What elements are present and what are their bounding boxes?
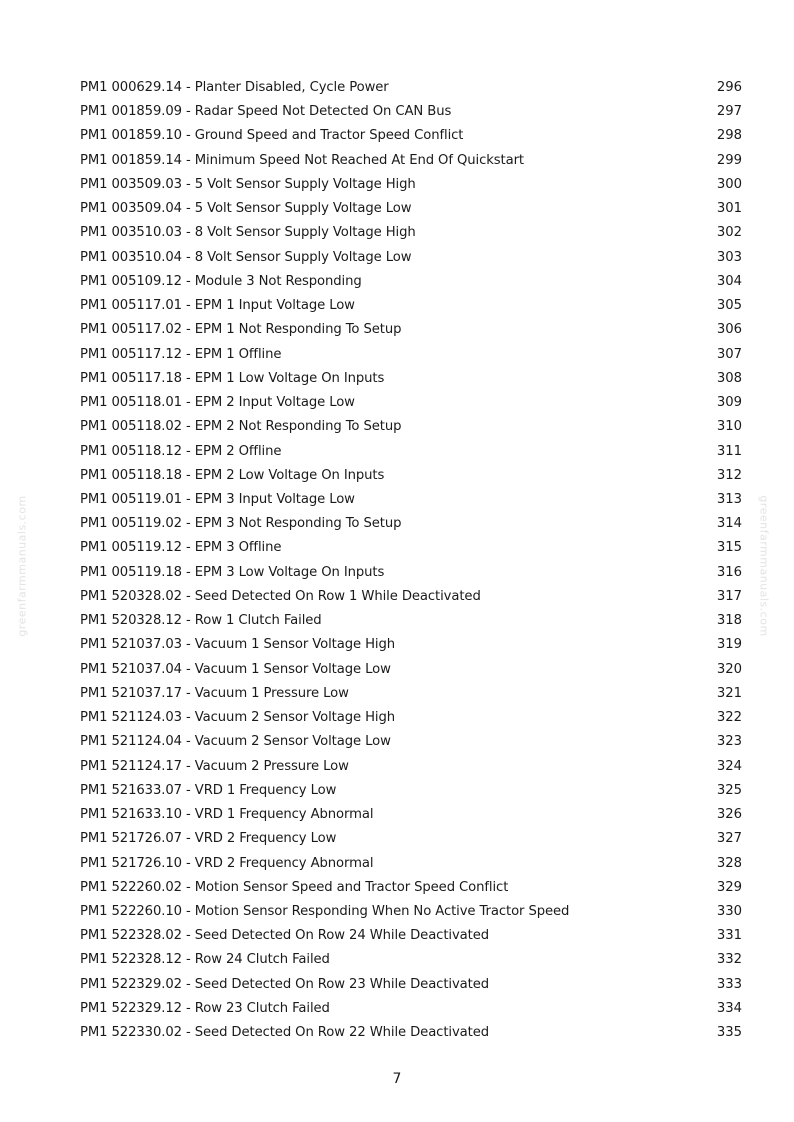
toc-entry-page: 299 (716, 152, 742, 168)
toc-entry[interactable] (80, 124, 742, 148)
toc-entry-title: PM1 521633.07 - VRD 1 Frequency Low (80, 782, 337, 798)
toc-entry-title: PM1 521633.10 - VRD 1 Frequency Abnormal (80, 807, 374, 823)
toc-entry-page: 302 (716, 225, 742, 241)
toc-entry-title: PM1 005109.12 - Module 3 Not Responding (80, 273, 362, 289)
toc-entry[interactable] (80, 852, 742, 876)
toc-entry[interactable] (80, 391, 742, 415)
toc-entry-page: 323 (716, 734, 742, 750)
toc-entry-title: PM1 522329.02 - Seed Detected On Row 23 While Deactivated (80, 976, 490, 992)
toc-entry[interactable] (80, 1021, 742, 1045)
toc-entry-title: PM1 005119.18 - EPM 3 Low Voltage On Inputs (80, 564, 385, 580)
toc-entry-title: PM1 522330.02 - Seed Detected On Row 22 While Deactivated (80, 1025, 490, 1041)
watermark-right: greenfarmmanuals.com (757, 495, 771, 637)
toc-entry[interactable] (80, 609, 742, 633)
toc-entry-page: 335 (716, 1025, 742, 1041)
watermark-left: greenfarmmanuals.com (15, 495, 29, 637)
toc-entry[interactable] (80, 343, 742, 367)
toc-entry-page: 313 (716, 491, 742, 507)
toc-entry-title: PM1 522328.12 - Row 24 Clutch Failed (80, 952, 330, 968)
toc-entry[interactable] (80, 100, 742, 124)
toc-entry[interactable] (80, 973, 742, 997)
toc-entry-page: 333 (716, 976, 742, 992)
toc-entry-page: 325 (716, 782, 742, 798)
toc-entry[interactable] (80, 561, 742, 585)
toc-entry-title: PM1 001859.14 - Minimum Speed Not Reached At End Of Quickstart (80, 152, 524, 168)
toc-entry[interactable] (80, 682, 742, 706)
toc-entry-title: PM1 521124.17 - Vacuum 2 Pressure Low (80, 758, 349, 774)
toc-entry[interactable] (80, 197, 742, 221)
toc-entry-title: PM1 521037.03 - Vacuum 1 Sensor Voltage High (80, 637, 395, 653)
toc-entry-title: PM1 521124.03 - Vacuum 2 Sensor Voltage High (80, 710, 395, 726)
toc-entry-page: 330 (716, 903, 742, 919)
table-of-contents (80, 76, 742, 1045)
toc-entry-page: 317 (716, 588, 742, 604)
toc-entry-page: 308 (716, 370, 742, 386)
toc-entry[interactable] (80, 876, 742, 900)
toc-entry[interactable] (80, 706, 742, 730)
toc-entry-page: 324 (716, 758, 742, 774)
toc-entry-title: PM1 003510.04 - 8 Volt Sensor Supply Voltage Low (80, 249, 412, 265)
toc-entry-page: 300 (716, 176, 742, 192)
toc-entry-title: PM1 001859.10 - Ground Speed and Tractor Speed Conflict (80, 128, 464, 144)
toc-entry-title: PM1 005117.02 - EPM 1 Not Responding To Setup (80, 322, 402, 338)
toc-entry-title: PM1 005119.12 - EPM 3 Offline (80, 540, 282, 556)
toc-entry[interactable] (80, 464, 742, 488)
toc-entry-page: 326 (716, 807, 742, 823)
toc-entry[interactable] (80, 585, 742, 609)
toc-entry[interactable] (80, 755, 742, 779)
toc-entry[interactable] (80, 536, 742, 560)
toc-entry-title: PM1 521726.07 - VRD 2 Frequency Low (80, 831, 337, 847)
toc-entry[interactable] (80, 149, 742, 173)
toc-entry[interactable] (80, 294, 742, 318)
toc-entry-title: PM1 001859.09 - Radar Speed Not Detected On CAN Bus (80, 104, 452, 120)
toc-entry-title: PM1 521124.04 - Vacuum 2 Sensor Voltage Low (80, 734, 391, 750)
toc-entry-title: PM1 522260.10 - Motion Sensor Responding When No Active Tractor Speed (80, 903, 570, 919)
toc-entry-page: 296 (716, 80, 742, 95)
toc-entry-title: PM1 522328.02 - Seed Detected On Row 24 While Deactivated (80, 928, 490, 944)
toc-entry[interactable] (80, 76, 742, 100)
toc-entry-title: PM1 005119.01 - EPM 3 Input Voltage Low (80, 491, 355, 507)
toc-entry[interactable] (80, 246, 742, 270)
toc-entry-title: PM1 521037.04 - Vacuum 1 Sensor Voltage Low (80, 661, 391, 677)
page-number: 7 (392, 1071, 402, 1087)
toc-entry[interactable] (80, 633, 742, 657)
toc-entry-title: PM1 005117.01 - EPM 1 Input Voltage Low (80, 298, 355, 314)
toc-entry-page: 306 (716, 322, 742, 338)
toc-entry-page: 320 (716, 661, 742, 677)
toc-entry-page: 307 (716, 346, 742, 362)
toc-entry-title: PM1 003509.04 - 5 Volt Sensor Supply Voltage Low (80, 201, 412, 217)
toc-entry[interactable] (80, 221, 742, 245)
toc-entry[interactable] (80, 658, 742, 682)
toc-entry-page: 304 (716, 273, 742, 289)
toc-entry[interactable] (80, 173, 742, 197)
toc-entry[interactable] (80, 803, 742, 827)
toc-entry-page: 318 (716, 613, 742, 629)
toc-entry-page: 321 (716, 685, 742, 701)
toc-entry-title: PM1 005118.02 - EPM 2 Not Responding To Setup (80, 419, 402, 435)
toc-entry-title: PM1 520328.12 - Row 1 Clutch Failed (80, 613, 322, 629)
toc-entry-title: PM1 005118.12 - EPM 2 Offline (80, 443, 282, 459)
toc-entry-page: 305 (716, 298, 742, 314)
toc-entry[interactable] (80, 730, 742, 754)
toc-entry-title: PM1 005119.02 - EPM 3 Not Responding To Setup (80, 516, 402, 532)
toc-entry-title: PM1 522329.12 - Row 23 Clutch Failed (80, 1000, 330, 1016)
toc-entry[interactable] (80, 415, 742, 439)
toc-entry-page: 329 (716, 879, 742, 895)
toc-entry-page: 328 (716, 855, 742, 871)
toc-entry-page: 297 (716, 104, 742, 120)
toc-entry-title: PM1 000629.14 - Planter Disabled, Cycle Power (80, 80, 389, 95)
toc-entry[interactable] (80, 900, 742, 924)
toc-entry-page: 303 (716, 249, 742, 265)
toc-entry-page: 310 (716, 419, 742, 435)
toc-entry-title: PM1 521037.17 - Vacuum 1 Pressure Low (80, 685, 349, 701)
toc-entry-title: PM1 005117.12 - EPM 1 Offline (80, 346, 282, 362)
toc-entry-page: 312 (716, 467, 742, 483)
toc-entry-page: 331 (716, 928, 742, 944)
toc-entry-page: 334 (716, 1000, 742, 1016)
toc-entry-page: 316 (716, 564, 742, 580)
toc-entry[interactable] (80, 827, 742, 851)
toc-entry-title: PM1 005118.01 - EPM 2 Input Voltage Low (80, 395, 355, 411)
toc-entry-page: 309 (716, 395, 742, 411)
toc-entry[interactable] (80, 488, 742, 512)
toc-entry[interactable] (80, 440, 742, 464)
toc-entry-title: PM1 005117.18 - EPM 1 Low Voltage On Inputs (80, 370, 385, 386)
toc-entry[interactable] (80, 779, 742, 803)
toc-entry-page: 332 (716, 952, 742, 968)
toc-entry-page: 311 (716, 443, 742, 459)
toc-entry[interactable] (80, 367, 742, 391)
toc-entry[interactable] (80, 924, 742, 948)
toc-entry-title: PM1 520328.02 - Seed Detected On Row 1 While Deactivated (80, 588, 481, 604)
toc-entry-page: 327 (716, 831, 742, 847)
toc-entry-title: PM1 521726.10 - VRD 2 Frequency Abnormal (80, 855, 374, 871)
toc-entry-page: 322 (716, 710, 742, 726)
toc-entry-page: 315 (716, 540, 742, 556)
toc-entry[interactable] (80, 318, 742, 342)
toc-entry[interactable] (80, 997, 742, 1021)
toc-entry[interactable] (80, 270, 742, 294)
toc-entry-title: PM1 003509.03 - 5 Volt Sensor Supply Voltage High (80, 176, 416, 192)
toc-entry-title: PM1 522260.02 - Motion Sensor Speed and Tractor Speed Conflict (80, 879, 509, 895)
toc-entry-page: 301 (716, 201, 742, 217)
toc-entry-page: 298 (716, 128, 742, 144)
toc-entry-page: 319 (716, 637, 742, 653)
toc-entry-title: PM1 005118.18 - EPM 2 Low Voltage On Inputs (80, 467, 385, 483)
toc-entry[interactable] (80, 512, 742, 536)
toc-entry-title: PM1 003510.03 - 8 Volt Sensor Supply Voltage High (80, 225, 416, 241)
toc-entry-page: 314 (716, 516, 742, 532)
toc-entry[interactable] (80, 948, 742, 972)
